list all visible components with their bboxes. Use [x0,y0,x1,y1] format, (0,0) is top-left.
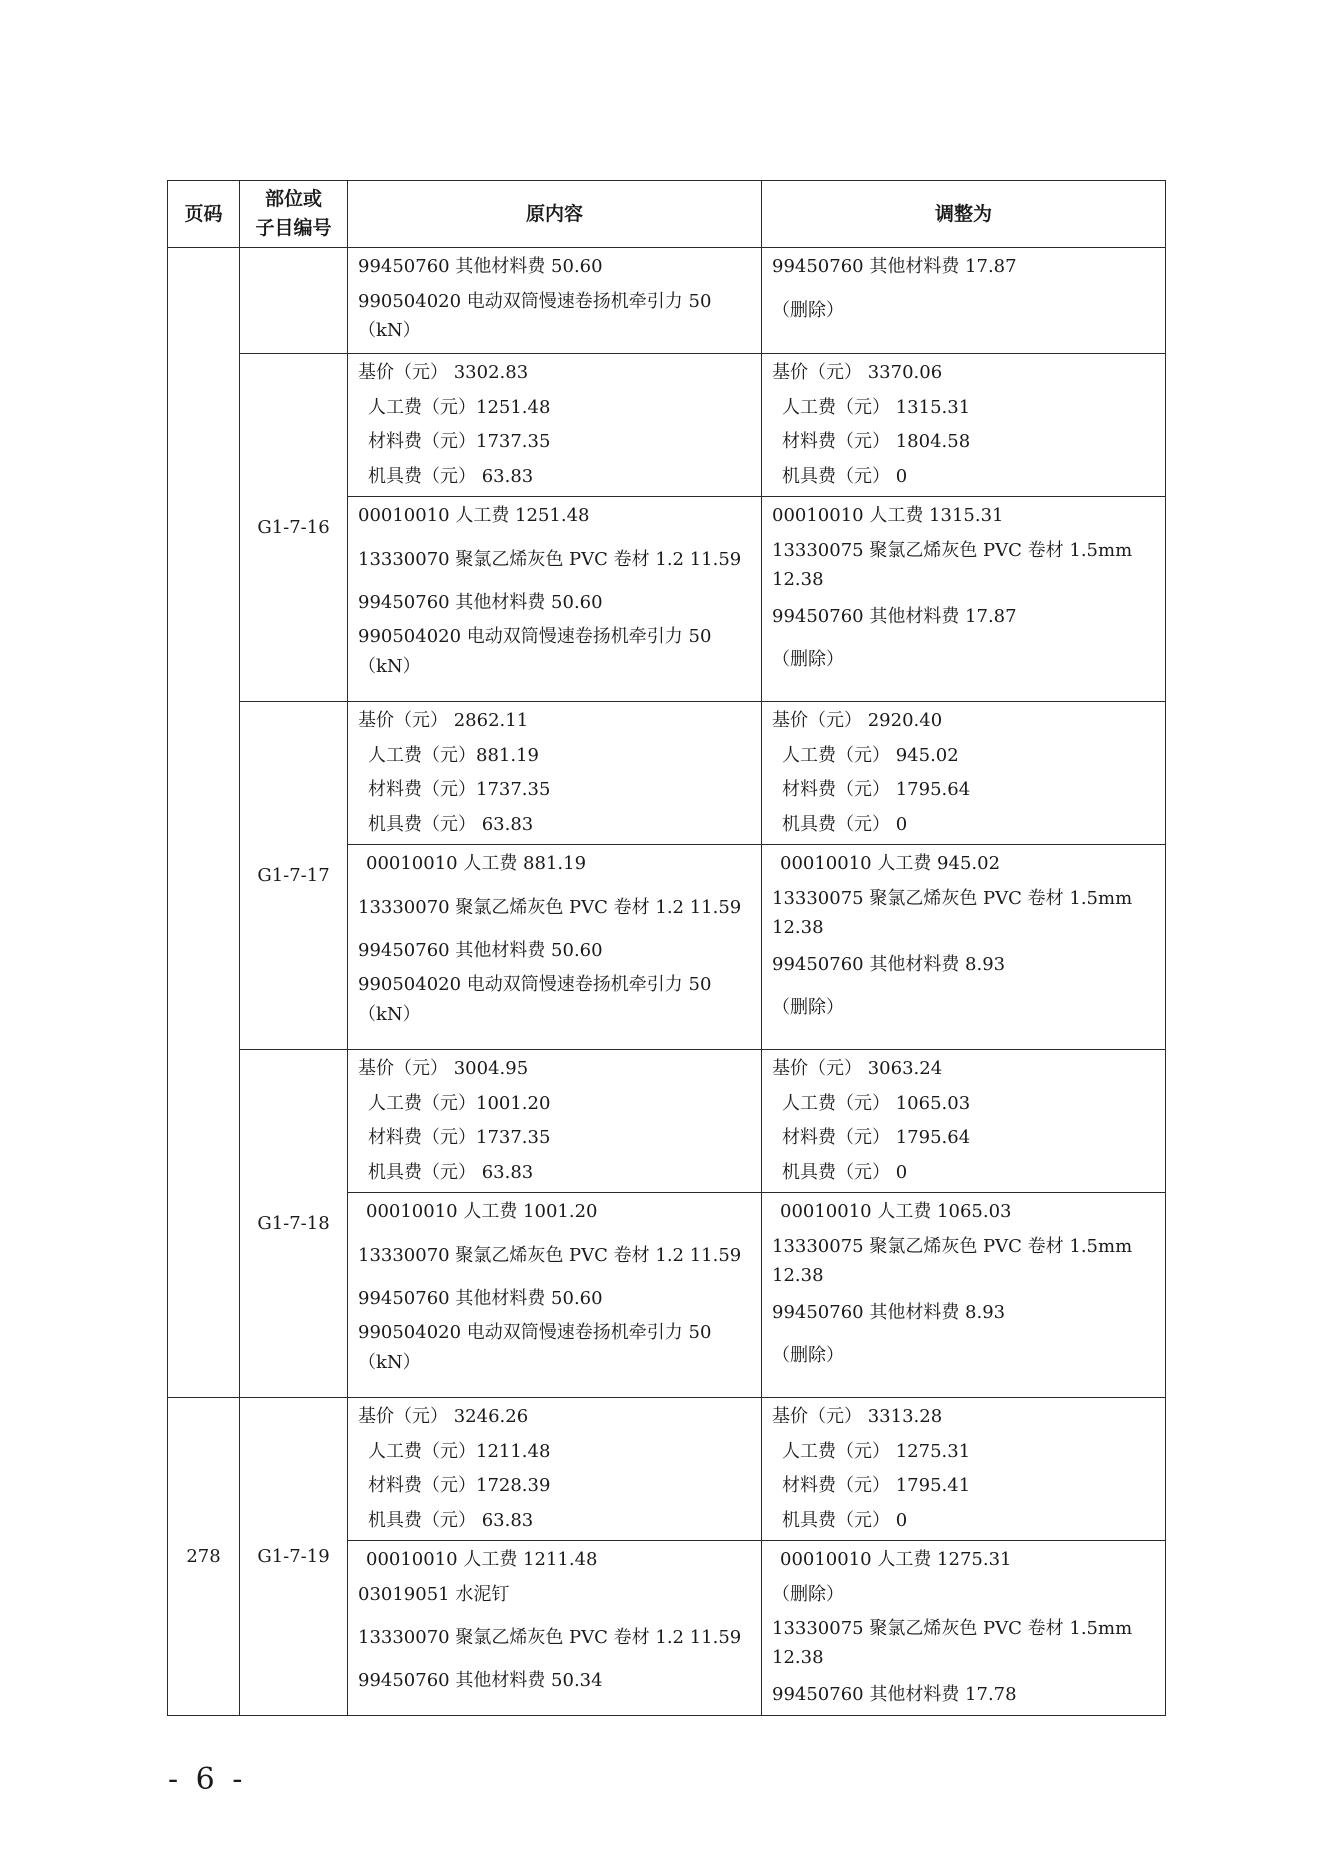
item-code: G1-7-19 [240,1398,348,1716]
text-line: 99450760 其他材料费 50.60 [358,591,603,613]
text-line: 00010010 人工费 881.19 [366,853,587,874]
text-line: 机具费（元） 63.83 [368,1509,534,1531]
text-line: 人工费（元）1211.48 [368,1440,551,1462]
adjusted-cell [762,845,1166,1050]
text-line: 机具费（元） 63.83 [368,465,534,487]
text-line: 99450760 其他材料费 50.34 [358,1670,603,1691]
header-item-line2: 子目编号 [255,217,332,239]
text-line: 人工费（元） 1315.31 [782,396,971,418]
text-line: 00010010 人工费 1001.20 [366,1201,598,1222]
text-line: 材料费（元）1737.35 [368,431,551,452]
text-line: 99450760 其他材料费 17.78 [772,1684,1017,1705]
page-cell-blank [168,248,240,1398]
original-cell [348,248,762,354]
text-line: 00010010 人工费 1275.31 [780,1549,1012,1570]
text-line: 99450760 其他材料费 50.60 [358,1287,603,1309]
text-line: 99450760 其他材料费 17.87 [772,605,1017,627]
text-line: 基价（元） 2920.40 [772,710,943,731]
adjusted-cell [762,248,1166,354]
text-line: 材料费（元） 1795.64 [782,1127,971,1148]
text-line: 990504020 电动双筒慢速卷扬机牵引力 50 [358,290,712,312]
text-line: 13330070 聚氯乙烯灰色 PVC 卷材 1.2 11.59 [358,548,742,570]
header-original: 原内容 [348,181,762,248]
row-g16-price [168,354,1166,497]
text-line: 材料费（元） 1804.58 [782,431,971,452]
adjusted-cell [762,1398,1166,1541]
text-line: 99450760 其他材料费 50.60 [358,939,603,961]
adjusted-cell [762,354,1166,497]
text-line: 990504020 电动双筒慢速卷扬机牵引力 50 [358,974,712,995]
text-line: 13330075 聚氯乙烯灰色 PVC 卷材 1.5mm [772,887,1133,909]
text-line: 00010010 人工费 1251.48 [358,505,590,526]
item-code: G1-7-17 [240,702,348,1050]
text-line: 00010010 人工费 945.02 [780,853,1001,874]
header-adjusted: 调整为 [762,181,1166,248]
adjusted-cell [762,1050,1166,1193]
text-line: 基价（元） 3063.24 [772,1058,943,1079]
text-line: 990504020 电动双筒慢速卷扬机牵引力 50 [358,1322,712,1343]
text-line: 基价（元） 3302.83 [358,362,529,383]
text-line: 00010010 人工费 1065.03 [780,1201,1012,1222]
text-line: 材料费（元） 1795.64 [782,779,971,800]
text-line: （删除） [772,299,844,321]
text-line: 机具费（元） 0 [782,1509,908,1531]
adjusted-cell [762,702,1166,845]
text-line: 00010010 人工费 1315.31 [772,505,1004,526]
text-line: 人工费（元）1001.20 [368,1092,551,1114]
adjustment-table [167,180,1166,1716]
text-line: 13330075 聚氯乙烯灰色 PVC 卷材 1.5mm [772,1235,1133,1257]
header-page: 页码 [168,181,240,248]
text-line: 机具费（元） 0 [782,465,908,487]
row-g18-price [168,1050,1166,1193]
text-line: 13330075 聚氯乙烯灰色 PVC 卷材 1.5mm [772,1618,1133,1639]
text-line: 人工费（元）881.19 [368,744,539,766]
text-line: （删除） [772,997,844,1018]
original-cell [348,354,762,497]
text-line: 03019051 水泥钉 [358,1583,510,1605]
text-line: （删除） [772,1583,844,1605]
text-line: （kN） [358,320,421,341]
text-line: 12.38 [772,568,824,590]
text-line: 人工费（元）1251.48 [368,396,551,418]
text-line: 人工费（元） 1065.03 [782,1092,971,1114]
text-line: 机具费（元） 0 [782,813,908,835]
row-g17-price [168,702,1166,845]
text-line: 基价（元） 3246.26 [358,1406,529,1427]
text-line: 12.38 [772,1647,824,1668]
item-cell-blank [240,248,348,354]
text-line: （删除） [772,649,844,670]
text-line: （kN） [358,655,421,677]
page-number-cell: 278 [168,1398,240,1716]
header-item [240,181,348,248]
text-line: 材料费（元） 1795.41 [782,1475,971,1496]
original-cell [348,1193,762,1398]
text-line: 材料费（元）1728.39 [368,1475,551,1496]
original-cell [348,497,762,702]
text-line: 机具费（元） 0 [782,1161,908,1183]
adjusted-cell [762,1541,1166,1716]
text-line: 材料费（元）1737.35 [368,1127,551,1148]
text-line: 材料费（元）1737.35 [368,779,551,800]
adjusted-cell [762,497,1166,702]
text-line: （kN） [358,1351,421,1373]
text-line: 基价（元） 3370.06 [772,362,943,383]
text-line: 13330070 聚氯乙烯灰色 PVC 卷材 1.2 11.59 [358,1627,742,1648]
text-line: 99450760 其他材料费 50.60 [358,256,603,277]
text-line: 00010010 人工费 1211.48 [366,1549,598,1570]
text-line: 99450760 其他材料费 8.93 [772,953,1006,975]
text-line: 人工费（元） 1275.31 [782,1440,971,1462]
text-line: 13330070 聚氯乙烯灰色 PVC 卷材 1.2 11.59 [358,1244,742,1266]
original-cell [348,1541,762,1716]
row-top-continuation [168,248,1166,354]
original-cell [348,702,762,845]
text-line: 机具费（元） 63.83 [368,813,534,835]
text-line: 99450760 其他材料费 8.93 [772,1301,1006,1323]
text-line: 基价（元） 3004.95 [358,1058,529,1079]
text-line: 13330070 聚氯乙烯灰色 PVC 卷材 1.2 11.59 [358,896,742,918]
header-item-line1: 部位或 [264,188,322,210]
row-g19-price [168,1398,1166,1541]
text-line: 12.38 [772,916,824,938]
item-code: G1-7-18 [240,1050,348,1398]
text-line: 99450760 其他材料费 17.87 [772,256,1017,277]
text-line: （删除） [772,1345,844,1366]
original-cell [348,845,762,1050]
text-line: 990504020 电动双筒慢速卷扬机牵引力 50 [358,626,712,647]
text-line: 13330075 聚氯乙烯灰色 PVC 卷材 1.5mm [772,539,1133,561]
text-line: 机具费（元） 63.83 [368,1161,534,1183]
page-footer-number: - 6 - [168,1762,247,1797]
text-line: 人工费（元） 945.02 [782,744,959,766]
text-line: （kN） [358,1003,421,1025]
text-line: 基价（元） 2862.11 [358,710,529,731]
original-cell [348,1398,762,1541]
adjusted-cell [762,1193,1166,1398]
header-row [168,181,1166,248]
text-line: 12.38 [772,1264,824,1286]
original-cell [348,1050,762,1193]
text-line: 基价（元） 3313.28 [772,1406,943,1427]
item-code: G1-7-16 [240,354,348,702]
